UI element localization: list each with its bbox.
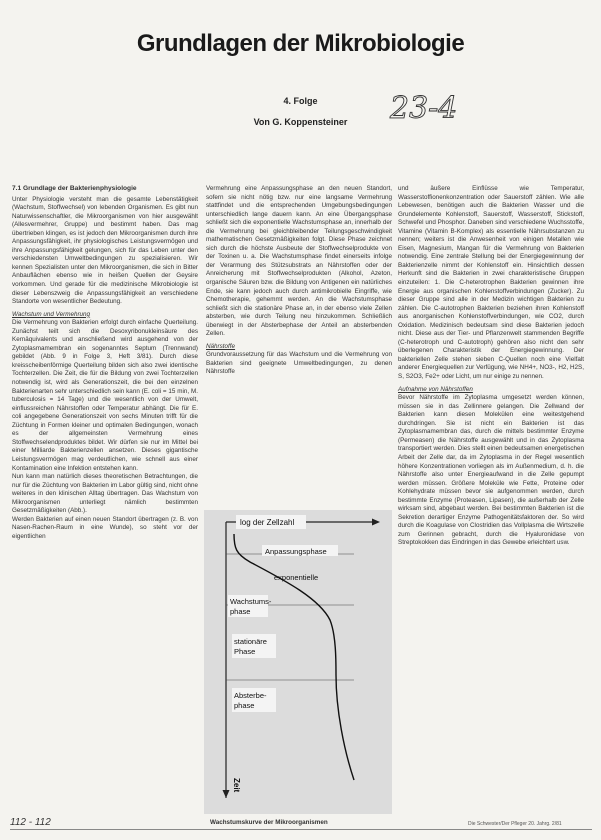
subheading: Nährstoffe [206,342,236,350]
y-axis-label: log der Zellzahl [240,518,295,527]
footer-rule [10,829,592,830]
series-label: 4. Folge [283,96,318,106]
journal-footer: Die Schwester/Der Pfleger 20. Jahrg. 2/81 [468,821,562,827]
page-title: Grundlagen der Mikrobiologie [136,30,465,57]
section-heading: 7.1 Grundlage der Bakterienphysiologie [12,185,137,192]
column-right [398,185,584,820]
label-wachstumsphase-1: Wachstums- [230,597,272,606]
paragraph: Unter Physiologie versteht man die gesamte Lebenstätigkeit (Wachstum, Stoffwechsel) von lebenden Organismen. Es gibt nun Naturwissenschaftler, die Mikroorganismen von hier ausgewählt (Allesvermehrer, Gruppe) und bestimmt haben. Das mag übertrieben klingen, es ist jedoch den Mikroorganismen durch ihre Anpassungsfähigkeit, ihr physiologisches Leistungsvermögen und ihre Anpassungsfähigkeit gelungen, sich für das Leben unter den verschiedensten Umweltbedingungen zu spezialisieren. Wir kennen Spezialisten unter den Mikroorganismen, die sich in Bitter Anbauflächen ebenso wie in heißen Quellen der Geysire vorkommen. Und gerade für die medizinische Mikrobiologie ist dieser Lebenszweig die Anpassungsfähigkeit an verschiedene Standorte von wesentlicher Bedeutung. [12,195,198,306]
label-anpassungsphase: Anpassungsphase [265,547,327,556]
subheading: Aufnahme von Nährstoffen [398,385,473,393]
paragraph: und äußere Einflüsse wie Temperatur, Wasserstoffionenkonzentration oder Sauerstoff zählen. Wie alle Lebewesen, benötigen auch die Bakterien Wasser und die Grundelemente Kohlenstoff, Sauerstoff, Wasserstoff, Stickstoff, Schwefel und Phosphor. Daneben sind verschiedene Wuchsstoffe, Vitamine (Vitamin B-Komplex) als essentielle Nährsubstanzen zu nennen; weiters ist die Anwesenheit von einigen Metallen wie Eisen, Magnesium, Mangan für die Vermehrung von Bakterien notwendig. Eine zentrale Stellung bei der Energiegewinnung der Bakterienzelle nimmt der Kohlenstoff ein. Hinsichtlich dessen Herkunft sind die Bakterien in zwei charakteristische Gruppen einzuteilen: 1. Die C-heterotrophen Bakterien gewinnen ihre Energie aus organischen Kohlenstoffverbindungen (Zucker). Zu dieser Gruppe sind alle in der Medizin wichtigen Bakterien zu zählen. Die C-autotrophen Bakterien beziehen ihren Kohlenstoff aus anorganischen Kohlenstoffverbindungen, wie CO2, durch Oxidation. Medizinisch bedeutsam sind diese Bakterien jedoch nicht. Diese aus der Tier- und Pflanzenwelt stammenden Begriffe (C-heterotroph und C-autotroph) gehören also nicht den sehr überlegenen Charakteristik der Energiegewinnung. Der bakteriellen Zelle stehen sieben C-Quellen noch eine Vielfalt anderer Energiequellen zur Verfügung, wie NH4+, NO3-, H2, H2S, S, S2O3, Fe2+ oder Licht, um nur einige zu nennen. [398,185,584,381]
label-stationaere-1: stationäre [234,637,267,646]
column-left [12,185,198,815]
paragraph: Die Vermehrung von Bakterien erfolgt durch einfache Querteilung. Zunächst teilt sich die Desoxyribonukleinsäure des Kernäquivalents und anschließend wird ausgehend von der Zytoplasmamembran ein sogenanntes Septum (Trennwand) gebildet (Abb. 9 in Folge 3, Heft 3/81). Durch diese kreisscheibenförmige Querteilung bilden sich also zwei identische Tochterzellen. Die Zeit, die für die Bildung von zwei Tochterzellen notwendig ist, wird als Generationszeit, die bei den einzelnen Bakterienarten sehr unterschiedlich sein kann (E. coli = 15 min, M. tuberculosis = 14 Tage) und die wesentlich von der Umwelt, einflussreichen Nährstoffen oder Temperatur abhängt. Die für E. coli angegebene Generationszeit von sechs Minuten trifft für die Züchtung in Formen kleiner und optimalen Bedingungen, wonach es der allgemeinsten Vermehrung eines Stoffwechselendproduktes bildet. Wir dürfen sie nur im Mittel bei einer Milliarde Bakterienzellen ansetzen. Dieses gigantische Leistungsvermögen mag verdeutlichen, wie schnell aus einer Kontamination eine Infektion entstehen kann. [12,319,198,472]
page-number: 112 - 112 [10,817,51,828]
column-middle [206,185,392,507]
label-absterbe-1: Absterbe- [234,691,267,700]
paragraph: Grundvoraussetzung für das Wachstum und die Vermehrung von Bakterien sind geeignete Umweltbedingungen, zu denen Nährstoffe [206,351,392,376]
x-axis-label: Zeit [232,778,241,793]
label-absterbe-2: phase [234,701,255,710]
label-stationaere-2: Phase [234,647,256,656]
paragraph: Nun kann man natürlich dieses theoretischen Betrachtungen, die nur für die Züchtung von Bakterien im Labor gültig sind, nicht ohne weiteres in den klinischen Alltag übertragen. Das Wachstum von Mikroorganismen unterliegt nämlich bestimmten Gesetzmäßigkeiten (Abb.). [12,473,198,515]
label-wachstumsphase-2: phase [230,607,251,616]
growth-curve-figure [204,510,392,814]
figure-caption: Wachstumskurve der Mikroorganismen [210,819,328,826]
author-line: Von G. Koppensteiner [253,117,348,127]
paragraph: Bevor Nährstoffe im Zytoplasma umgesetzt werden können, müssen sie in das Zellinnere gelangen. Die Zellwand der Bakterien kann diesen Molekülen eine weitestgehend durchdringen. Sie ist nicht ein Bakterien ist das Zytoplasmamembran das, durch die mittels bestimmter Enzyme (Permeasen) die Nährstoffe ausgewählt und in das Zytoplasma transportiert werden. Dies stellt einen bedeutsamen energetischen Arbeit der Zelle dar, da im Zytoplasma in der Regel wesentlich höhere Konzentrationen vorliegen als im Außenmedium, d. h. die Nährstoffe also unter Energieaufwand in die Zelle gepumpt werden müssen. Größere Moleküle wie Fette, Proteine oder Kohlehydrate müssen bevor sie aufgenommen werden, durch bestimmte Enzyme (Proteasen, Lipasen), die außerhalb der Zelle wirksam sind, abgebaut werden. Bei bestimmten Bakterien ist die Sekretion derartiger Enzyme Pathogenitätsfaktoren der. So wird durch die Koagulase von Clostridien das Vollplasma die Wirtszelle zum Gerinnen gebracht, durch die Hyaluronidase von Streptokokken das Eindringen in das Gewebe erleichtert usw. [398,394,584,547]
subheading: Wachstum und Vermehrung [12,310,91,318]
svg-text:23-4: 23-4 [390,91,458,126]
label-exponentielle: exponentielle [274,573,319,582]
paragraph: Vermehrung eine Anpassungsphase an den neuen Standort, sofern sie nicht nötig bzw. nur eine langsame Vermehrung stattfindet und die entsprechenden Umgebungsbedingungen unterschiedlich lange dauern kann. An eine Übergangsphase schließt sich die exponentielle Wachstumsphase an, innerhalb der die Vermehrung bei gleichbleibender Teilungsgeschwindigkeit mathematischen Gesetzmäßigkeiten folgt. Diese Phase zeichnet sich durch die höchste Ausbeute der Stoffwechselprodukte von der Toxinen u. a. Die Wachstumsphase findet einerseits infolge der Verarmung des Stützsubstrats an Nährstoffen oder der Anreicherung mit Stoffwechselprodukten (Alkohol, Azeton, organische Säuren bzw. die Bildung von Antigenen ein natürliches Ende, sie kann jedoch auch durch antimikrobielle Eingriffe, wie Chemotherapie, gehemmt werden. An die Wachstumsphase schließt sich die stationäre Phase an, in der ebenso viele Zellen absterben, wie durch Teilung neu hinzukommen. Schließlich überwiegt in der Absterbephase der Anteil an absterbenden Zellen. [206,185,392,338]
handwritten-note [388,80,458,130]
paragraph: Werden Bakterien auf einen neuen Standort übertragen (z. B. von Nasen-Rachen-Raum in eine Wunde), so steht vor der eigentlichen [12,515,198,540]
